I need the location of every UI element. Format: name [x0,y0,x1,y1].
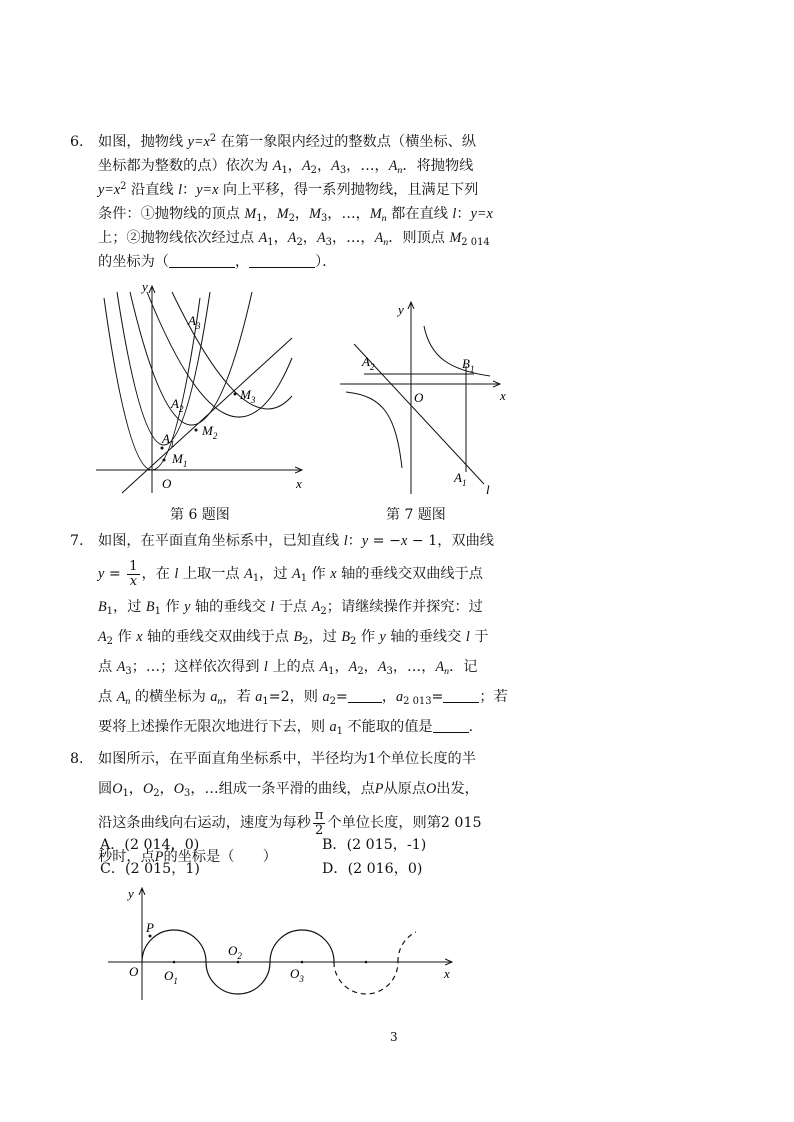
option-c[interactable]: C．(2 015，1) [100,861,200,877]
point-o2 [237,961,240,964]
q6-line-4: 条件：①抛物线的顶点 $M_1$，$M_2$，$M_3$，…，$M_n$ 都在直线 l：y=x [98,206,493,224]
label-a3: $A_3$ [188,313,201,331]
q7-line-4: $A_2$ 作 x 轴的垂线交双曲线于点 $B_2$，过 $B_2$ 作 y 轴的垂线交 l 于 [98,629,489,647]
q7-line-2: y = $\frac{1}{x}$ ，在 l 上取一点 $A_1$，过 $A_1$ 作 x 轴的垂线交双曲线于点 [98,558,483,589]
q8-line-1: 如图所示，在平面直角坐标系中，半径均为1个单位长度的半 [98,751,476,767]
y-label: y [128,886,134,901]
option-d[interactable]: D．(2 016，0) [322,861,423,877]
fraction-pi-over-2: $\frac{\pi}{2}$ [314,807,324,838]
dashed-semicircle-5 [398,932,416,962]
origin-label: O [414,390,424,405]
q7-line-7: 要将上述操作无限次地进行下去，则 $a_1$ 不能取的值是 . [98,719,474,737]
figure-6-caption: 第 6 题图 [170,507,230,523]
page-number: 3 [390,1030,398,1044]
semicircle-o3 [270,930,334,962]
q8-line-3: 沿这条曲线向右运动，速度为每秒 $\frac{\pi}{2}$ 个单位长度，则第2 015 [98,807,482,838]
point-m3 [234,393,237,396]
q7-line-1: 如图，在平面直角坐标系中，已知直线 l：y = −x − 1，双曲线 [98,533,494,549]
answer-blank [443,688,479,703]
option-b[interactable]: B．(2 015，-1) [322,837,427,853]
fraction-1-over-x: $\frac{1}{x}$ [129,558,138,589]
q7-line-6: 点 $A_n$ 的横坐标为 $a_n$，若 $a_1=2$，则 $a_2=$ ，$a_{2 013}=$ ；若 [98,689,508,707]
figure-8 [104,882,464,1007]
point-m2 [195,429,198,432]
label-o3: $O_3$ [290,966,304,984]
label-a1: $A_1$ [162,431,175,449]
label-m2: $M_2$ [202,423,218,441]
label-p: P [146,920,154,935]
parabola-4 [172,292,292,409]
x-label: x [444,966,450,981]
answer-blank [433,718,469,733]
origin-label: O [162,476,172,491]
option-a[interactable]: A．(2 014，0) [100,837,200,853]
question-6 [70,130,525,274]
answer-blank [169,253,235,268]
figure-6 [92,278,312,498]
figure-7-caption: 第 7 题图 [386,507,446,523]
origin-label: O [129,964,139,979]
y-label: y [398,302,404,317]
label-o1: $O_1$ [164,968,178,986]
label-a2: $A_2$ [362,354,375,372]
x-label: x [296,476,302,491]
answer-blank [249,253,315,268]
parabola-3 [147,292,292,417]
dashed-semicircle-4 [334,962,398,994]
question-number: 6. [70,134,84,150]
q6-line-5: 上；②抛物线依次经过点 $A_1$，$A_2$，$A_3$，…，$A_n$．则顶点 $M_{2 014}$ [98,230,490,248]
label-m1: $M_1$ [172,451,188,469]
label-a1: $A_1$ [454,470,467,488]
question-7 [70,526,525,742]
parabola-1 [117,292,210,445]
q6-line-1: 如图，抛物线 $y=x^2$ 在第一象限内经过的整数点（横坐标、纵 [98,133,477,150]
point-o3 [301,961,304,964]
point-o1 [173,961,176,964]
label-m3: $M_3$ [240,387,256,405]
q6-line-2: 坐标都为整数的点）依次为 $A_1$，$A_2$，$A_3$，…，$A_n$．将抛物线 [98,158,474,176]
figure-7 [338,298,508,498]
label-l: l [486,482,490,497]
label-a2: $A_2$ [171,396,184,414]
q8-line-2: 圆$O_1$，$O_2$，$O_3$，…组成一条平滑的曲线，点P从原点O出发， [98,781,479,799]
label-o2: $O_2$ [228,943,242,961]
q6-line-6: 的坐标为（ ， ）． [98,254,337,270]
label-b1: $B_1$ [462,356,475,374]
q7-line-3: $B_1$，过 $B_1$ 作 y 轴的垂线交 l 于点 $A_2$；请继续操作并探究：过 [98,599,483,617]
answer-blank [348,688,382,703]
point-a1 [161,447,164,450]
q8-line-4: 秒时，点P的坐标是（ ） [98,849,277,865]
point-o4 [365,961,368,964]
question-number: 7. [70,533,84,549]
question-number: 8. [70,751,84,767]
hyperbola-branch-2 [346,392,402,468]
y-label: y [142,279,148,294]
x-label: x [500,388,506,403]
q7-line-5: 点 $A_3$；…；这样依次得到 l 上的点 $A_1$，$A_2$，$A_3$，…，$A_n$．记 [98,659,478,677]
semicircle-o2 [206,962,270,994]
point-m1 [163,459,166,462]
q6-line-3: $y=x^2$ 沿直线 l：y=x 向上平移，得一系列抛物线，且满足下列 [98,181,479,198]
hyperbola-branch-1 [424,326,490,376]
